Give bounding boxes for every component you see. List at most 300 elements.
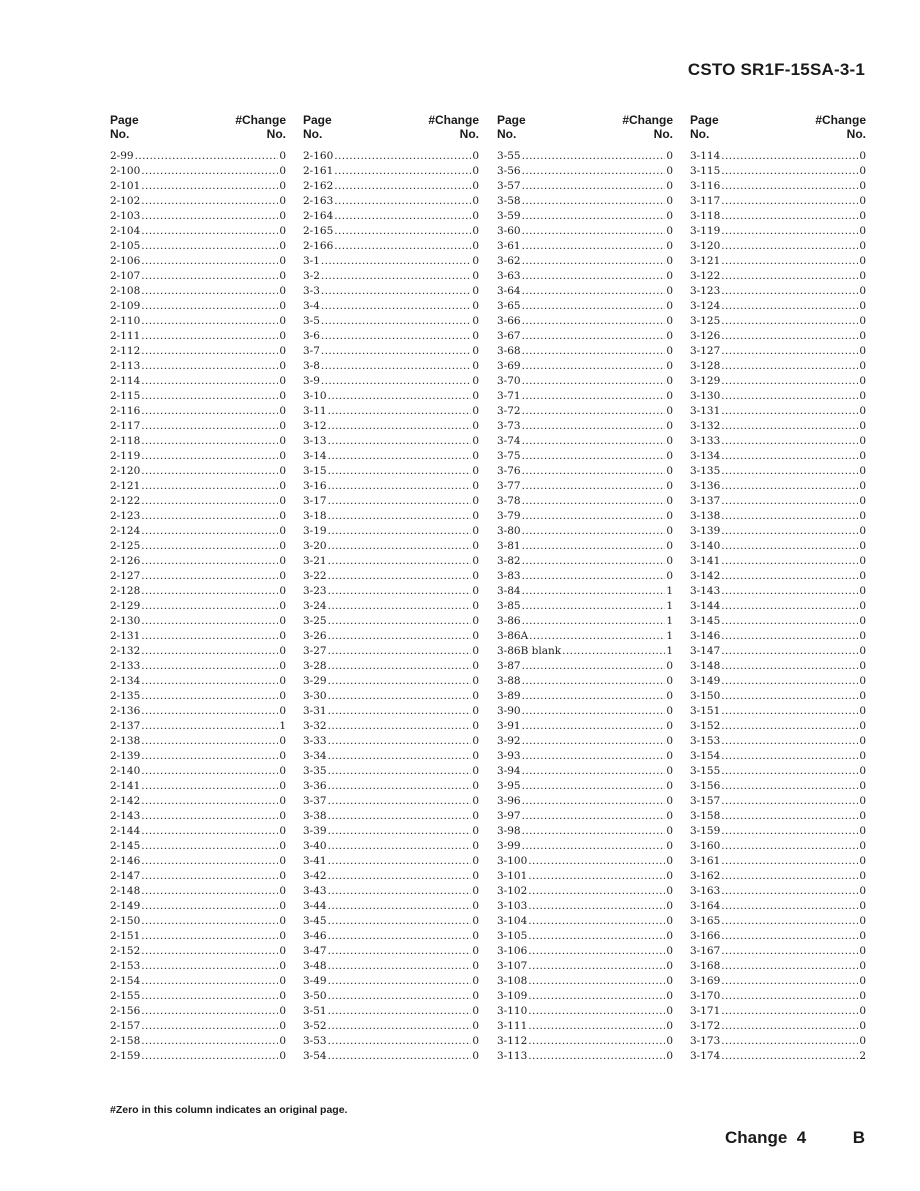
table-row bbox=[110, 449, 286, 464]
table-row bbox=[110, 479, 286, 494]
table-row bbox=[497, 584, 673, 599]
dot-leader bbox=[328, 494, 472, 509]
dot-leader bbox=[328, 614, 472, 629]
dot-leader bbox=[721, 689, 858, 704]
table-row bbox=[303, 179, 479, 194]
table-row bbox=[303, 524, 479, 539]
dot-leader bbox=[141, 854, 278, 869]
change-number: 0 bbox=[666, 900, 673, 912]
page-number: 2-150 bbox=[110, 915, 141, 927]
table-row bbox=[110, 1004, 286, 1019]
dot-leader bbox=[522, 479, 666, 494]
page-number: 3-91 bbox=[497, 720, 521, 732]
dot-leader bbox=[141, 509, 278, 524]
change-number: 0 bbox=[666, 525, 673, 537]
page-number: 3-83 bbox=[497, 570, 521, 582]
dot-leader bbox=[721, 929, 858, 944]
table-row bbox=[690, 359, 866, 374]
dot-leader bbox=[328, 584, 472, 599]
page-number: 3-26 bbox=[303, 630, 327, 642]
dot-leader bbox=[522, 374, 666, 389]
change-number: 0 bbox=[472, 195, 479, 207]
page-number: 3-105 bbox=[497, 930, 528, 942]
page-number: 3-88 bbox=[497, 675, 521, 687]
page-number: 3-21 bbox=[303, 555, 327, 567]
table-row bbox=[110, 1049, 286, 1064]
dot-leader bbox=[522, 689, 666, 704]
table-row bbox=[110, 209, 286, 224]
dot-leader bbox=[141, 539, 278, 554]
page-number: 2-124 bbox=[110, 525, 141, 537]
change-number: 0 bbox=[859, 1035, 866, 1047]
document-id: CSTO SR1F-15SA-3-1 bbox=[687, 60, 865, 79]
dot-leader bbox=[141, 404, 278, 419]
dot-leader bbox=[141, 809, 278, 824]
page-number: 2-118 bbox=[110, 435, 141, 447]
table-row bbox=[497, 704, 673, 719]
page-number: 3-31 bbox=[303, 705, 327, 717]
table-row bbox=[690, 494, 866, 509]
change-number: 0 bbox=[279, 150, 286, 162]
page-number: 3-102 bbox=[497, 885, 528, 897]
page-number: 2-138 bbox=[110, 735, 141, 747]
table-row bbox=[110, 299, 286, 314]
page-number: 3-162 bbox=[690, 870, 721, 882]
dot-leader bbox=[721, 644, 858, 659]
change-number: 0 bbox=[666, 735, 673, 747]
page-number: 3-143 bbox=[690, 585, 721, 597]
page-number: 3-120 bbox=[690, 240, 721, 252]
table-row bbox=[497, 554, 673, 569]
page-number: 3-173 bbox=[690, 1035, 721, 1047]
page-number: 3-52 bbox=[303, 1020, 327, 1032]
change-number: 0 bbox=[666, 210, 673, 222]
dot-leader bbox=[141, 674, 278, 689]
page-number: 3-139 bbox=[690, 525, 721, 537]
page-number: 3-53 bbox=[303, 1035, 327, 1047]
change-number: 0 bbox=[859, 165, 866, 177]
page-number: 3-152 bbox=[690, 720, 721, 732]
page-number: 2-123 bbox=[110, 510, 141, 522]
table-row bbox=[303, 584, 479, 599]
change-number: 0 bbox=[279, 915, 286, 927]
dot-leader bbox=[528, 974, 665, 989]
page-number: 2-165 bbox=[303, 225, 334, 237]
change-number: 0 bbox=[666, 240, 673, 252]
change-number: 0 bbox=[279, 690, 286, 702]
table-row bbox=[497, 314, 673, 329]
table-row bbox=[303, 824, 479, 839]
change-number: 0 bbox=[279, 615, 286, 627]
change-number: 0 bbox=[472, 420, 479, 432]
change-number: 0 bbox=[279, 330, 286, 342]
dot-leader bbox=[522, 209, 666, 224]
page-number: 2-137 bbox=[110, 720, 141, 732]
footnote: #Zero in this column indicates an original page. bbox=[110, 1104, 348, 1116]
dot-leader bbox=[721, 434, 858, 449]
dot-leader bbox=[522, 794, 666, 809]
table-row bbox=[303, 809, 479, 824]
page-number: 2-140 bbox=[110, 765, 141, 777]
dot-leader bbox=[721, 179, 858, 194]
table-row bbox=[110, 824, 286, 839]
page-number: 3-30 bbox=[303, 690, 327, 702]
dot-leader bbox=[321, 329, 471, 344]
change-number: 0 bbox=[666, 825, 673, 837]
table-row bbox=[690, 899, 866, 914]
table-row bbox=[303, 329, 479, 344]
dot-leader bbox=[328, 899, 472, 914]
change-number: 0 bbox=[472, 795, 479, 807]
table-row bbox=[110, 734, 286, 749]
table-row bbox=[690, 584, 866, 599]
table-row bbox=[497, 569, 673, 584]
change-number: 0 bbox=[859, 720, 866, 732]
table-row bbox=[690, 149, 866, 164]
table-row bbox=[303, 239, 479, 254]
table-row bbox=[303, 374, 479, 389]
page-number: 3-112 bbox=[497, 1035, 528, 1047]
page-number: 3-57 bbox=[497, 180, 521, 192]
page-number: 3-1 bbox=[303, 255, 320, 267]
table-row bbox=[303, 254, 479, 269]
table-row bbox=[497, 164, 673, 179]
page-number: 3-70 bbox=[497, 375, 521, 387]
dot-leader bbox=[721, 149, 858, 164]
table-row bbox=[110, 614, 286, 629]
dot-leader bbox=[721, 239, 858, 254]
change-number: 0 bbox=[666, 870, 673, 882]
table-row bbox=[110, 404, 286, 419]
change-number: 0 bbox=[859, 150, 866, 162]
page-number: 3-130 bbox=[690, 390, 721, 402]
dot-leader bbox=[141, 209, 278, 224]
dot-leader bbox=[321, 344, 471, 359]
change-number: 0 bbox=[666, 675, 673, 687]
dot-leader bbox=[328, 884, 472, 899]
dot-leader bbox=[721, 509, 858, 524]
dot-leader bbox=[721, 569, 858, 584]
dot-leader bbox=[721, 404, 858, 419]
table-row bbox=[110, 884, 286, 899]
dot-leader bbox=[328, 674, 472, 689]
table-row bbox=[497, 149, 673, 164]
page-number: 3-9 bbox=[303, 375, 320, 387]
table-row bbox=[497, 899, 673, 914]
change-number: 0 bbox=[666, 510, 673, 522]
dot-leader bbox=[721, 749, 858, 764]
change-number: 0 bbox=[472, 525, 479, 537]
table-row bbox=[303, 914, 479, 929]
dot-leader bbox=[141, 1004, 278, 1019]
dot-leader bbox=[721, 449, 858, 464]
dot-leader bbox=[721, 344, 858, 359]
change-number: 0 bbox=[279, 735, 286, 747]
change-number: 0 bbox=[279, 630, 286, 642]
page-number: 3-90 bbox=[497, 705, 521, 717]
dot-leader bbox=[721, 194, 858, 209]
page-number: 3-93 bbox=[497, 750, 521, 762]
page-number: 2-116 bbox=[110, 405, 141, 417]
page-number: 2-164 bbox=[303, 210, 334, 222]
dot-leader bbox=[141, 584, 278, 599]
table-row bbox=[303, 539, 479, 554]
page-number: 2-163 bbox=[303, 195, 334, 207]
table-row bbox=[497, 614, 673, 629]
page-number: 3-165 bbox=[690, 915, 721, 927]
page-number: 3-42 bbox=[303, 870, 327, 882]
page-number: 3-171 bbox=[690, 1005, 721, 1017]
change-number: 0 bbox=[279, 270, 286, 282]
page-number: 2-145 bbox=[110, 840, 141, 852]
page-number: 3-101 bbox=[497, 870, 528, 882]
dot-leader bbox=[141, 839, 278, 854]
table-row bbox=[303, 929, 479, 944]
dot-leader bbox=[328, 824, 472, 839]
table-row bbox=[690, 974, 866, 989]
dot-leader bbox=[522, 419, 666, 434]
change-number: 0 bbox=[472, 480, 479, 492]
change-number: 0 bbox=[472, 570, 479, 582]
change-number: 0 bbox=[859, 1005, 866, 1017]
change-number: 0 bbox=[666, 990, 673, 1002]
change-number: 0 bbox=[279, 345, 286, 357]
change-number: 0 bbox=[859, 870, 866, 882]
table-row bbox=[110, 929, 286, 944]
page-number: 3-134 bbox=[690, 450, 721, 462]
dot-leader bbox=[522, 359, 666, 374]
page-number: 2-125 bbox=[110, 540, 141, 552]
table-row bbox=[497, 479, 673, 494]
table-row bbox=[110, 944, 286, 959]
dot-leader bbox=[321, 374, 471, 389]
page-number: 3-97 bbox=[497, 810, 521, 822]
page-number: 3-137 bbox=[690, 495, 721, 507]
table-row bbox=[497, 854, 673, 869]
change-number: 0 bbox=[666, 660, 673, 672]
table-row bbox=[303, 704, 479, 719]
page-number: 2-108 bbox=[110, 285, 141, 297]
dot-leader bbox=[328, 989, 472, 1004]
dot-leader bbox=[522, 554, 666, 569]
page-number: 3-104 bbox=[497, 915, 528, 927]
change-number: 0 bbox=[472, 510, 479, 522]
page-number: 3-166 bbox=[690, 930, 721, 942]
table-row bbox=[690, 614, 866, 629]
table-row bbox=[497, 524, 673, 539]
change-number: 1 bbox=[666, 585, 673, 597]
dot-leader bbox=[141, 314, 278, 329]
table-row bbox=[110, 914, 286, 929]
dot-leader bbox=[721, 989, 858, 1004]
dot-leader bbox=[721, 629, 858, 644]
column-header bbox=[497, 113, 673, 149]
page-number: 3-118 bbox=[690, 210, 721, 222]
table-row bbox=[690, 749, 866, 764]
change-number: 0 bbox=[666, 420, 673, 432]
change-number: 0 bbox=[859, 540, 866, 552]
change-number: 0 bbox=[472, 285, 479, 297]
page-number: 2-127 bbox=[110, 570, 141, 582]
table-row bbox=[303, 569, 479, 584]
change-number: 0 bbox=[859, 840, 866, 852]
dot-leader bbox=[529, 629, 665, 644]
change-number: 0 bbox=[279, 855, 286, 867]
dot-leader bbox=[721, 1034, 858, 1049]
dot-leader bbox=[141, 704, 278, 719]
page-number: 3-110 bbox=[497, 1005, 528, 1017]
page-number: 3-131 bbox=[690, 405, 721, 417]
change-number: 0 bbox=[279, 885, 286, 897]
page-number: 3-20 bbox=[303, 540, 327, 552]
dot-leader bbox=[141, 359, 278, 374]
change-number: 0 bbox=[472, 435, 479, 447]
table-row bbox=[497, 284, 673, 299]
table-row bbox=[690, 164, 866, 179]
change-number: 0 bbox=[859, 420, 866, 432]
dot-leader bbox=[141, 884, 278, 899]
table-row bbox=[690, 914, 866, 929]
change-number: 0 bbox=[666, 360, 673, 372]
page-number: 3-8 bbox=[303, 360, 320, 372]
change-number: 0 bbox=[666, 390, 673, 402]
dot-leader bbox=[522, 164, 666, 179]
page-number: 3-66 bbox=[497, 315, 521, 327]
page-number: 3-45 bbox=[303, 915, 327, 927]
dot-leader bbox=[141, 1049, 278, 1064]
table-row bbox=[690, 284, 866, 299]
page-number: 3-58 bbox=[497, 195, 521, 207]
change-number: 0 bbox=[859, 255, 866, 267]
page-number: 3-158 bbox=[690, 810, 721, 822]
table-row bbox=[497, 824, 673, 839]
page-number: 2-101 bbox=[110, 180, 141, 192]
table-row bbox=[690, 959, 866, 974]
table-row bbox=[497, 224, 673, 239]
dot-leader bbox=[141, 599, 278, 614]
page-number: 2-121 bbox=[110, 480, 141, 492]
change-number: 0 bbox=[472, 855, 479, 867]
table-row bbox=[497, 974, 673, 989]
table-row bbox=[110, 839, 286, 854]
change-number: 0 bbox=[279, 705, 286, 717]
table-row bbox=[110, 869, 286, 884]
change-number: 0 bbox=[472, 150, 479, 162]
dot-leader bbox=[721, 1004, 858, 1019]
page-number: 2-143 bbox=[110, 810, 141, 822]
change-number: 0 bbox=[279, 765, 286, 777]
change-number: 0 bbox=[472, 165, 479, 177]
dot-leader bbox=[328, 959, 472, 974]
page-number: 3-122 bbox=[690, 270, 721, 282]
page-number: 3-117 bbox=[690, 195, 721, 207]
table-row bbox=[497, 419, 673, 434]
dot-leader bbox=[721, 779, 858, 794]
page-number: 3-128 bbox=[690, 360, 721, 372]
change-number: 0 bbox=[472, 390, 479, 402]
table-row bbox=[303, 869, 479, 884]
change-number: 0 bbox=[666, 1035, 673, 1047]
change-number: 0 bbox=[859, 480, 866, 492]
table-row bbox=[497, 884, 673, 899]
table-row bbox=[497, 869, 673, 884]
dot-leader bbox=[721, 674, 858, 689]
change-number: 0 bbox=[279, 405, 286, 417]
table-row bbox=[690, 734, 866, 749]
change-number: 0 bbox=[859, 795, 866, 807]
page-number: 3-111 bbox=[497, 1020, 528, 1032]
page-label: Page bbox=[110, 113, 139, 127]
table-row bbox=[690, 1034, 866, 1049]
page-number: 3-18 bbox=[303, 510, 327, 522]
dot-leader bbox=[721, 599, 858, 614]
page-number: 3-132 bbox=[690, 420, 721, 432]
dot-leader bbox=[141, 734, 278, 749]
dot-leader bbox=[141, 779, 278, 794]
change-number: 0 bbox=[279, 435, 286, 447]
page-number: 3-73 bbox=[497, 420, 521, 432]
table-row bbox=[690, 464, 866, 479]
change-number: 0 bbox=[279, 210, 286, 222]
dot-leader bbox=[328, 419, 472, 434]
page-number: 3-37 bbox=[303, 795, 327, 807]
change-number: 0 bbox=[666, 540, 673, 552]
table-row bbox=[690, 1004, 866, 1019]
dot-leader bbox=[141, 434, 278, 449]
change-number: 0 bbox=[472, 465, 479, 477]
dot-leader bbox=[721, 389, 858, 404]
page-number: 2-155 bbox=[110, 990, 141, 1002]
page-number: 3-49 bbox=[303, 975, 327, 987]
change-number: 0 bbox=[279, 360, 286, 372]
page-number: 3-161 bbox=[690, 855, 721, 867]
change-number: 0 bbox=[859, 285, 866, 297]
change-number: 0 bbox=[472, 750, 479, 762]
table-row bbox=[690, 659, 866, 674]
table-row bbox=[110, 704, 286, 719]
change-number: 0 bbox=[279, 1020, 286, 1032]
change-number: 0 bbox=[472, 180, 479, 192]
change-number: 0 bbox=[279, 585, 286, 597]
table-row bbox=[303, 614, 479, 629]
change-number: 0 bbox=[666, 765, 673, 777]
dot-leader bbox=[141, 1034, 278, 1049]
table-row bbox=[690, 674, 866, 689]
change-number: 0 bbox=[279, 840, 286, 852]
page-number: 3-129 bbox=[690, 375, 721, 387]
dot-leader bbox=[141, 824, 278, 839]
dot-leader bbox=[721, 659, 858, 674]
dot-leader bbox=[528, 1019, 665, 1034]
page-number: 3-19 bbox=[303, 525, 327, 537]
table-row bbox=[690, 254, 866, 269]
change-number: 0 bbox=[859, 180, 866, 192]
page-number: 3-71 bbox=[497, 390, 521, 402]
page-number: 2-142 bbox=[110, 795, 141, 807]
change-number: 0 bbox=[472, 1020, 479, 1032]
table-row bbox=[303, 359, 479, 374]
change-number: 0 bbox=[859, 450, 866, 462]
dot-leader bbox=[328, 749, 472, 764]
table-row bbox=[303, 299, 479, 314]
change-number: 0 bbox=[279, 990, 286, 1002]
page-number: 3-164 bbox=[690, 900, 721, 912]
page-number: 2-110 bbox=[110, 315, 141, 327]
page-number: 3-84 bbox=[497, 585, 521, 597]
dot-leader bbox=[141, 749, 278, 764]
change-number: 0 bbox=[472, 645, 479, 657]
dot-leader bbox=[721, 209, 858, 224]
